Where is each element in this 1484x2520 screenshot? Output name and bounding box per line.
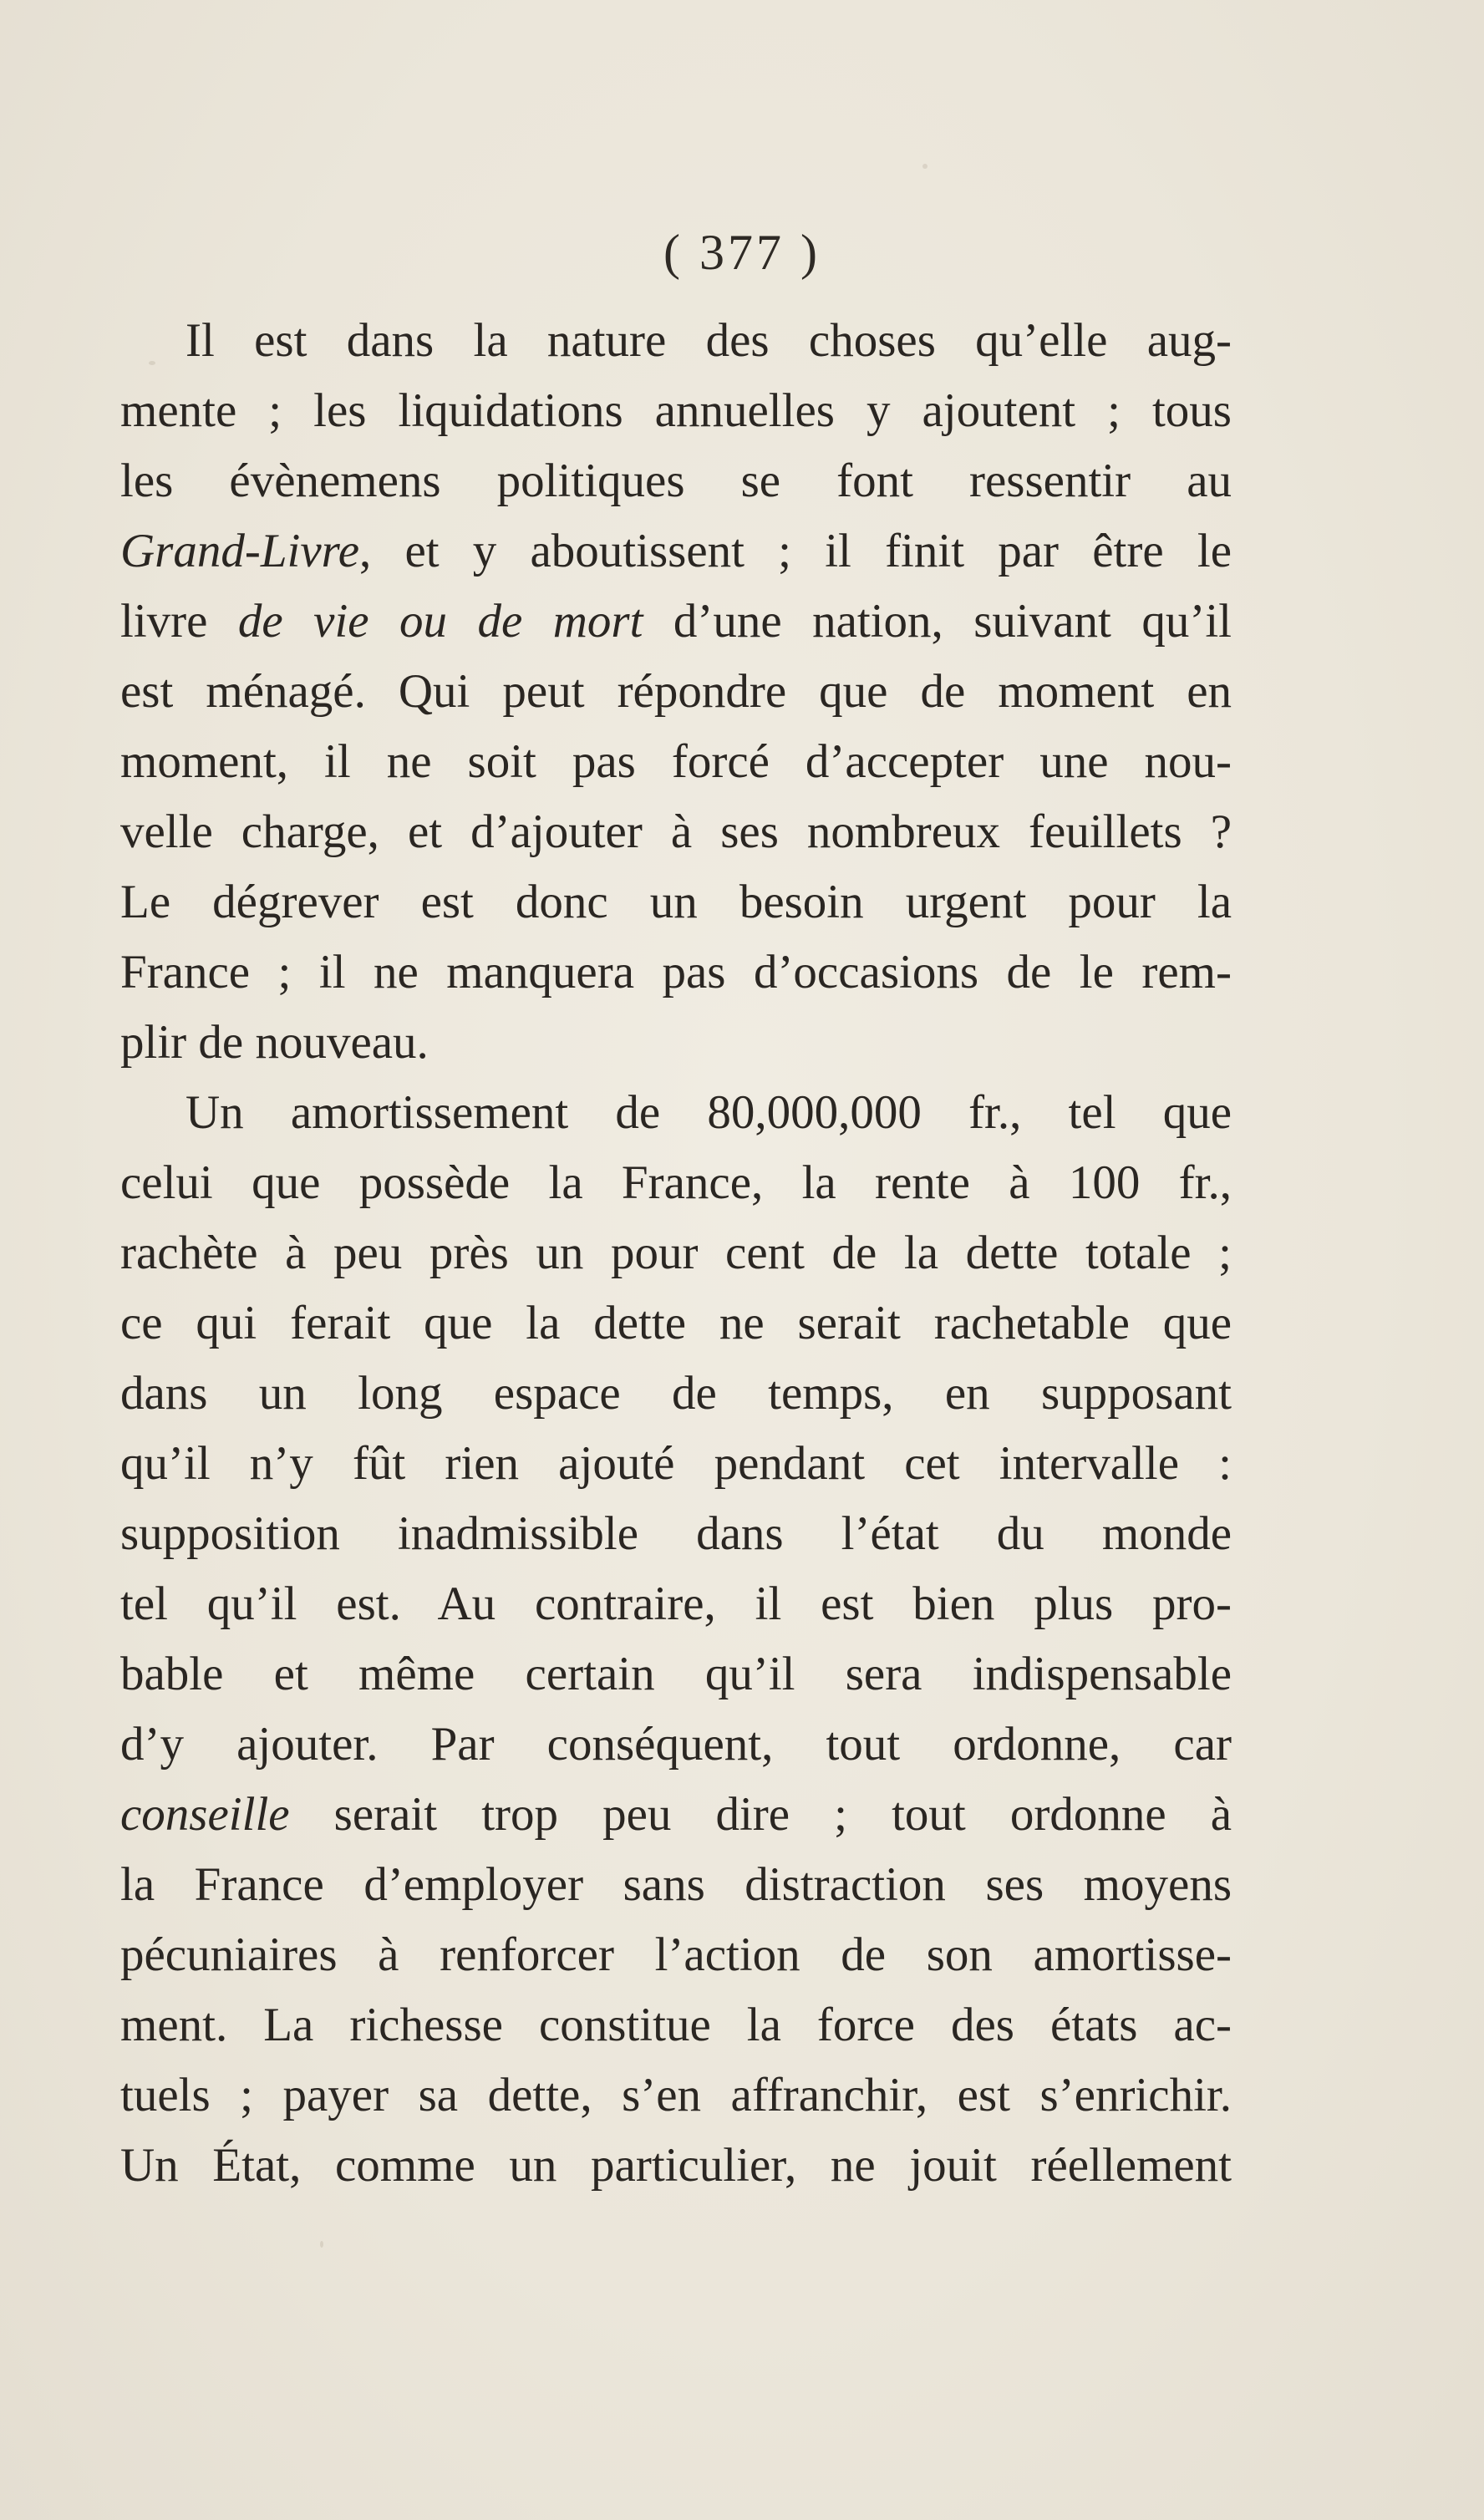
text-segment: , et y aboutissent ; il finit par être le [359,525,1232,577]
paper-speck [149,361,155,365]
text-segment: rachète à peu près un pour cent de la dette totale ; [120,1227,1232,1279]
text-line [120,1218,1232,1288]
text-line [120,1359,1232,1429]
paper-speck [922,164,928,169]
text-line [120,727,1232,797]
text-line [120,1639,1232,1710]
text-segment: livre [120,595,238,648]
text-line [120,1148,1232,1218]
text-line [120,376,1232,446]
italic-term: de vie ou de mort [237,595,643,648]
text-line [120,1078,1232,1148]
body-text [120,306,1232,2201]
paragraph-2 [120,1078,1232,2201]
text-segment: d’y ajouter. Par conséquent, tout ordonne, car [120,1718,1232,1771]
text-segment: celui que possède la France, la rente à 100 fr., [120,1156,1232,1209]
text-line [120,797,1232,867]
text-line [120,1710,1232,1780]
text-line [120,937,1232,1008]
text-line [120,1288,1232,1359]
text-segment: France ; il ne manquera pas d’occasions de le rem- [120,946,1232,998]
text-segment: plir de nouveau. [120,1016,429,1069]
text-segment: d’une nation, suivant qu’il [643,595,1232,648]
text-segment: les évènemens politiques se font ressentir au [120,455,1232,507]
text-line [120,1780,1232,1850]
text-segment: moment, il ne soit pas forcé d’accepter une nou- [120,735,1232,788]
text-segment: pécuniaires à renforcer l’action de son amortisse- [120,1928,1232,1981]
text-line [120,657,1232,727]
text-line [120,2131,1232,2201]
text-line [120,1850,1232,1920]
text-segment: la France d’employer sans distraction ses moyens [120,1858,1232,1911]
text-segment: serait trop peu dire ; tout ordonne à [289,1788,1232,1841]
text-line [120,867,1232,937]
text-line [120,446,1232,516]
text-segment: Il est dans la nature des choses qu’elle aug- [186,314,1232,367]
paper-speck [320,2241,323,2248]
text-segment: velle charge, et d’ajouter à ses nombreux feuillets ? [120,805,1232,858]
text-line [120,587,1232,657]
text-line [120,1990,1232,2060]
italic-term: Grand-Livre [120,525,360,577]
text-line [120,1920,1232,1990]
text-segment: tel qu’il est. Au contraire, il est bien plus pro- [120,1578,1232,1630]
text-segment: ce qui ferait que la dette ne serait rachetable que [120,1297,1232,1349]
text-segment: qu’il n’y fût rien ajouté pendant cet intervalle : [120,1437,1232,1490]
text-segment: est ménagé. Qui peut répondre que de moment en [120,665,1232,718]
text-line [120,2060,1232,2131]
text-line [120,1499,1232,1569]
paragraph-1 [120,306,1232,1078]
page-number: ( 377 ) [663,225,821,280]
text-line [120,1429,1232,1499]
text-segment: Un État, comme un particulier, ne jouit réellement [120,2139,1232,2192]
text-segment: bable et même certain qu’il sera indispensable [120,1648,1232,1700]
text-segment: tuels ; payer sa dette, s’en affranchir, est s’enrichir. [120,2069,1232,2121]
text-line [120,1008,1232,1078]
text-line [120,516,1232,587]
text-segment: ment. La richesse constitue la force des états ac- [120,1999,1232,2051]
italic-term: conseille [120,1788,290,1841]
text-segment: Le dégrever est donc un besoin urgent pour la [120,876,1232,928]
text-segment: mente ; les liquidations annuelles y ajoutent ; tous [120,384,1232,437]
text-line [120,1569,1232,1639]
text-segment: Un amortissement de 80,000,000 fr., tel que [186,1086,1232,1139]
text-line [120,306,1232,376]
text-segment: supposition inadmissible dans l’état du monde [120,1507,1232,1560]
text-segment: dans un long espace de temps, en supposant [120,1367,1232,1420]
